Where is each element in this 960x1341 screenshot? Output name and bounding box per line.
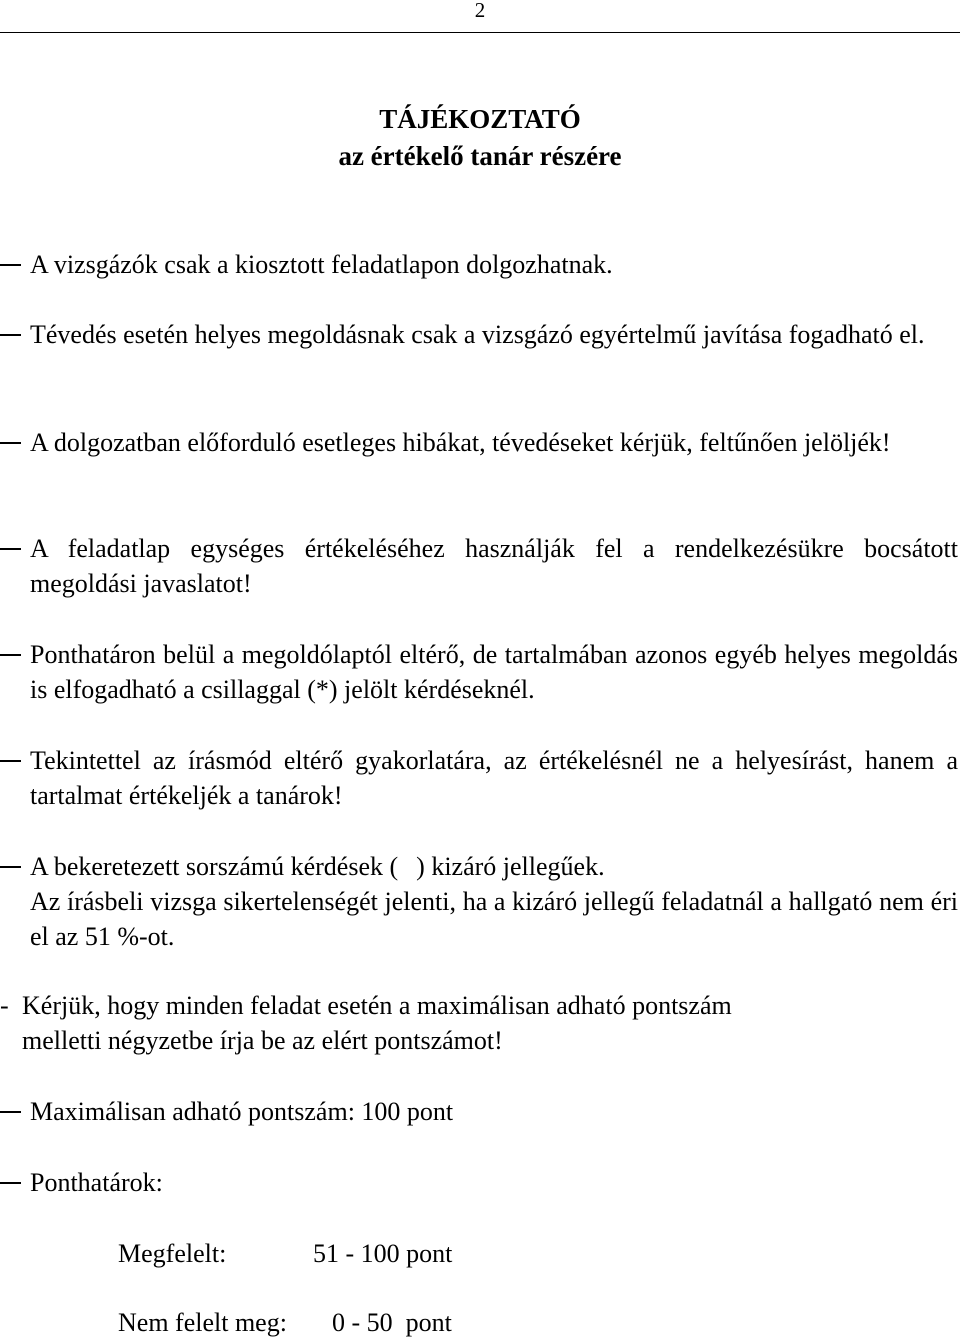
- list-item-text: A feladatlap egységes értékeléséhez használják fel a rendelkezésükre bocsátott megoldási javaslatot!: [30, 534, 958, 598]
- dash-bullet: [0, 548, 21, 550]
- dash-bullet: [0, 442, 21, 444]
- dash-bullet: [0, 1111, 21, 1113]
- boxed-item-text-before: A bekeretezett sorszámú kérdések (: [30, 852, 399, 881]
- page-number: 2: [474, 0, 486, 22]
- dash-bullet: [0, 866, 21, 868]
- list-item: [0, 247, 958, 282]
- list-item-boxed-questions: [0, 849, 958, 954]
- list-item-thresholds: [0, 1165, 958, 1200]
- dash-bullet: [0, 1182, 21, 1184]
- list-item-text: Tévedés esetén helyes megoldásnak csak a vizsgázó egyértelmű javítása fogadható el.: [30, 320, 925, 349]
- list-item: [0, 317, 958, 352]
- list-item-text: [30, 849, 958, 954]
- list-item: [0, 743, 958, 813]
- boxed-item-text-after: ) kizáró jellegűek.: [416, 852, 605, 881]
- list-item-text: Ponthatáron belül a megoldólaptól eltérő, de tartalmában azonos egyéb helyes megoldás is elfogadható a csillaggal (*) jelölt kérdéseknél.: [30, 640, 958, 704]
- header-rule: [0, 32, 960, 33]
- threshold-label-fail: Nem felelt meg:: [118, 1308, 287, 1337]
- hyphen-item-line2: melletti négyzetbe írja be az elért pontszámot!: [22, 1026, 503, 1055]
- threshold-label-pass: Megfelelt:: [118, 1239, 227, 1268]
- max-points-text: Maximálisan adható pontszám: 100 pont: [30, 1097, 454, 1126]
- document-subtitle: az értékelő tanár részére: [338, 141, 622, 171]
- list-item-text: A vizsgázók csak a kiosztott feladatlapon dolgozhatnak.: [30, 250, 613, 279]
- list-item-max-points: [0, 1094, 958, 1129]
- list-item-text: Tekintettel az írásmód eltérő gyakorlatára, az értékelésnél ne a helyesírást, hanem a tartalmat értékeljék a tanárok!: [30, 746, 958, 810]
- hyphen-item-line1: Kérjük, hogy minden feladat esetén a maximálisan adható pontszám: [22, 991, 732, 1020]
- dash-bullet: [0, 760, 21, 762]
- dash-bullet: [0, 654, 21, 656]
- thresholds-label: Ponthatárok:: [30, 1168, 163, 1197]
- hyphen-bullet: -: [0, 991, 9, 1020]
- threshold-range-fail: 0 - 50 pont: [332, 1308, 452, 1337]
- threshold-range-pass: 51 - 100 pont: [313, 1239, 453, 1268]
- dash-bullet: [0, 264, 21, 266]
- document-title: TÁJÉKOZTATÓ: [379, 104, 581, 134]
- blank-box: [398, 856, 416, 878]
- list-item: [0, 531, 958, 601]
- list-item-text: A dolgozatban előforduló esetleges hibákat, tévedéseket kérjük, feltűnően jelöljék!: [30, 428, 891, 457]
- list-item: [0, 425, 958, 460]
- boxed-item-continuation: Az írásbeli vizsga sikertelenségét jelenti, ha a kizáró jellegű feladatnál a hallgató nem éri el az 51 %-ot.: [30, 887, 958, 951]
- list-item: [0, 637, 958, 707]
- dash-bullet: [0, 334, 21, 336]
